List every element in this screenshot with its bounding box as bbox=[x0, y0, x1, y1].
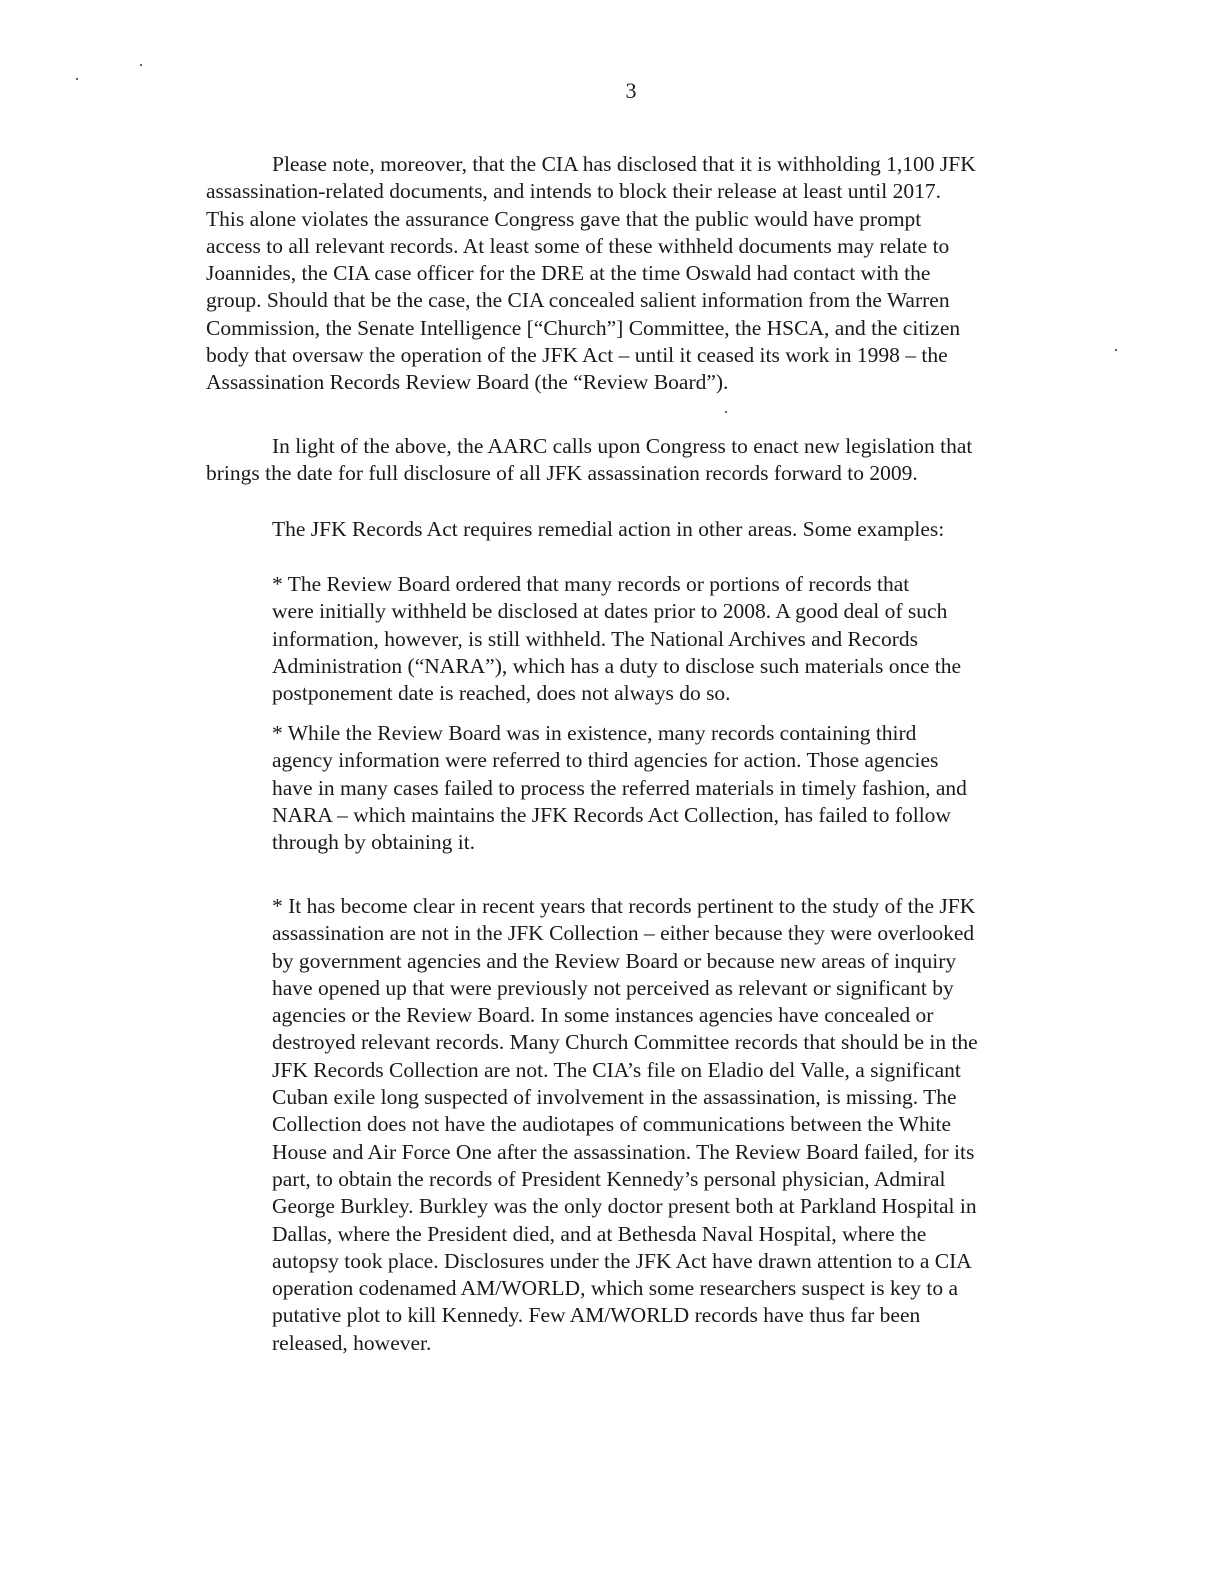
text-line: postponement date is reached, does not always do so. bbox=[272, 681, 731, 706]
text-line: have in many cases failed to process the referred materials in timely fashion, and bbox=[272, 775, 967, 800]
paragraph-remedial-intro bbox=[272, 516, 944, 543]
scan-speck bbox=[140, 64, 142, 66]
text-line: released, however. bbox=[272, 1330, 432, 1355]
text-line: body that oversaw the operation of the JFK Act – until it ceased its work in 1998 – the bbox=[206, 343, 948, 368]
text-line: * While the Review Board was in existence, many records containing third bbox=[272, 721, 917, 745]
text-line: by government agencies and the Review Board or because new areas of inquiry bbox=[272, 948, 957, 973]
text-line: Joannides, the CIA case officer for the DRE at the time Oswald had contact with the bbox=[206, 261, 931, 286]
text-line: The JFK Records Act requires remedial action in other areas. Some examples: bbox=[272, 517, 945, 541]
text-line: In light of the above, the AARC calls upon Congress to enact new legislation that bbox=[272, 434, 973, 458]
text-line: Administration (“NARA”), which has a duty to disclose such materials once the bbox=[272, 653, 962, 678]
bullet-missing-records bbox=[272, 893, 978, 1357]
text-line: brings the date for full disclosure of all JFK assassination records forward to 2009. bbox=[206, 461, 918, 486]
text-line: * The Review Board ordered that many records or portions of records that bbox=[272, 572, 910, 596]
bullet-review-board-ordered bbox=[272, 571, 961, 707]
text-line: destroyed relevant records. Many Church Committee records that should be in the bbox=[272, 1030, 978, 1055]
text-line: have opened up that were previously not perceived as relevant or significant by bbox=[272, 975, 954, 1000]
text-line: This alone violates the assurance Congress gave that the public would have prompt bbox=[206, 206, 922, 231]
paragraph-aarc-call bbox=[206, 433, 972, 488]
text-line: Dallas, where the President died, and at Bethesda Naval Hospital, where the bbox=[272, 1221, 927, 1246]
text-line: putative plot to kill Kennedy. Few AM/WORLD records have thus far been bbox=[272, 1303, 921, 1328]
text-line: JFK Records Collection are not. The CIA’s file on Eladio del Valle, a significant bbox=[272, 1057, 961, 1082]
text-line: agencies or the Review Board. In some instances agencies have concealed or bbox=[272, 1003, 934, 1028]
text-line: were initially withheld be disclosed at dates prior to 2008. A good deal of such bbox=[272, 599, 948, 624]
paragraph-cia-withholding bbox=[206, 151, 976, 397]
scan-speck bbox=[1115, 349, 1117, 351]
text-line: group. Should that be the case, the CIA concealed salient information from the Warren bbox=[206, 288, 950, 313]
text-line: Cuban exile long suspected of involvement in the assassination, is missing. The bbox=[272, 1085, 957, 1110]
text-line: House and Air Force One after the assassination. The Review Board failed, for its bbox=[272, 1139, 975, 1164]
text-line: access to all relevant records. At least some of these withheld documents may relate to bbox=[206, 233, 950, 258]
text-line: NARA – which maintains the JFK Records Act Collection, has failed to follow bbox=[272, 802, 951, 827]
text-line: George Burkley. Burkley was the only doctor present both at Parkland Hospital in bbox=[272, 1194, 977, 1219]
text-line: operation codenamed AM/WORLD, which some researchers suspect is key to a bbox=[272, 1276, 959, 1301]
text-line: Commission, the Senate Intelligence [“Church”] Committee, the HSCA, and the citizen bbox=[206, 315, 961, 340]
text-line: Assassination Records Review Board (the “Review Board”). bbox=[206, 370, 729, 395]
text-line: assassination-related documents, and intends to block their release at least until 2017. bbox=[206, 179, 941, 204]
text-line: information, however, is still withheld. The National Archives and Records bbox=[272, 626, 918, 651]
page-number: 3 bbox=[625, 78, 637, 103]
text-line: Please note, moreover, that the CIA has disclosed that it is withholding 1,100 JFK bbox=[272, 152, 976, 176]
text-line: assassination are not in the JFK Collection – either because they were overlooked bbox=[272, 921, 975, 946]
text-line: part, to obtain the records of President Kennedy’s personal physician, Admiral bbox=[272, 1166, 946, 1191]
text-line: * It has become clear in recent years that records pertinent to the study of the JFK bbox=[272, 894, 976, 918]
text-line: through by obtaining it. bbox=[272, 830, 476, 855]
bullet-third-agency bbox=[272, 720, 967, 856]
scan-speck bbox=[725, 411, 727, 413]
text-line: autopsy took place. Disclosures under the JFK Act have drawn attention to a CIA bbox=[272, 1248, 972, 1273]
text-line: agency information were referred to third agencies for action. Those agencies bbox=[272, 748, 939, 773]
text-line: Collection does not have the audiotapes of communications between the White bbox=[272, 1112, 952, 1137]
